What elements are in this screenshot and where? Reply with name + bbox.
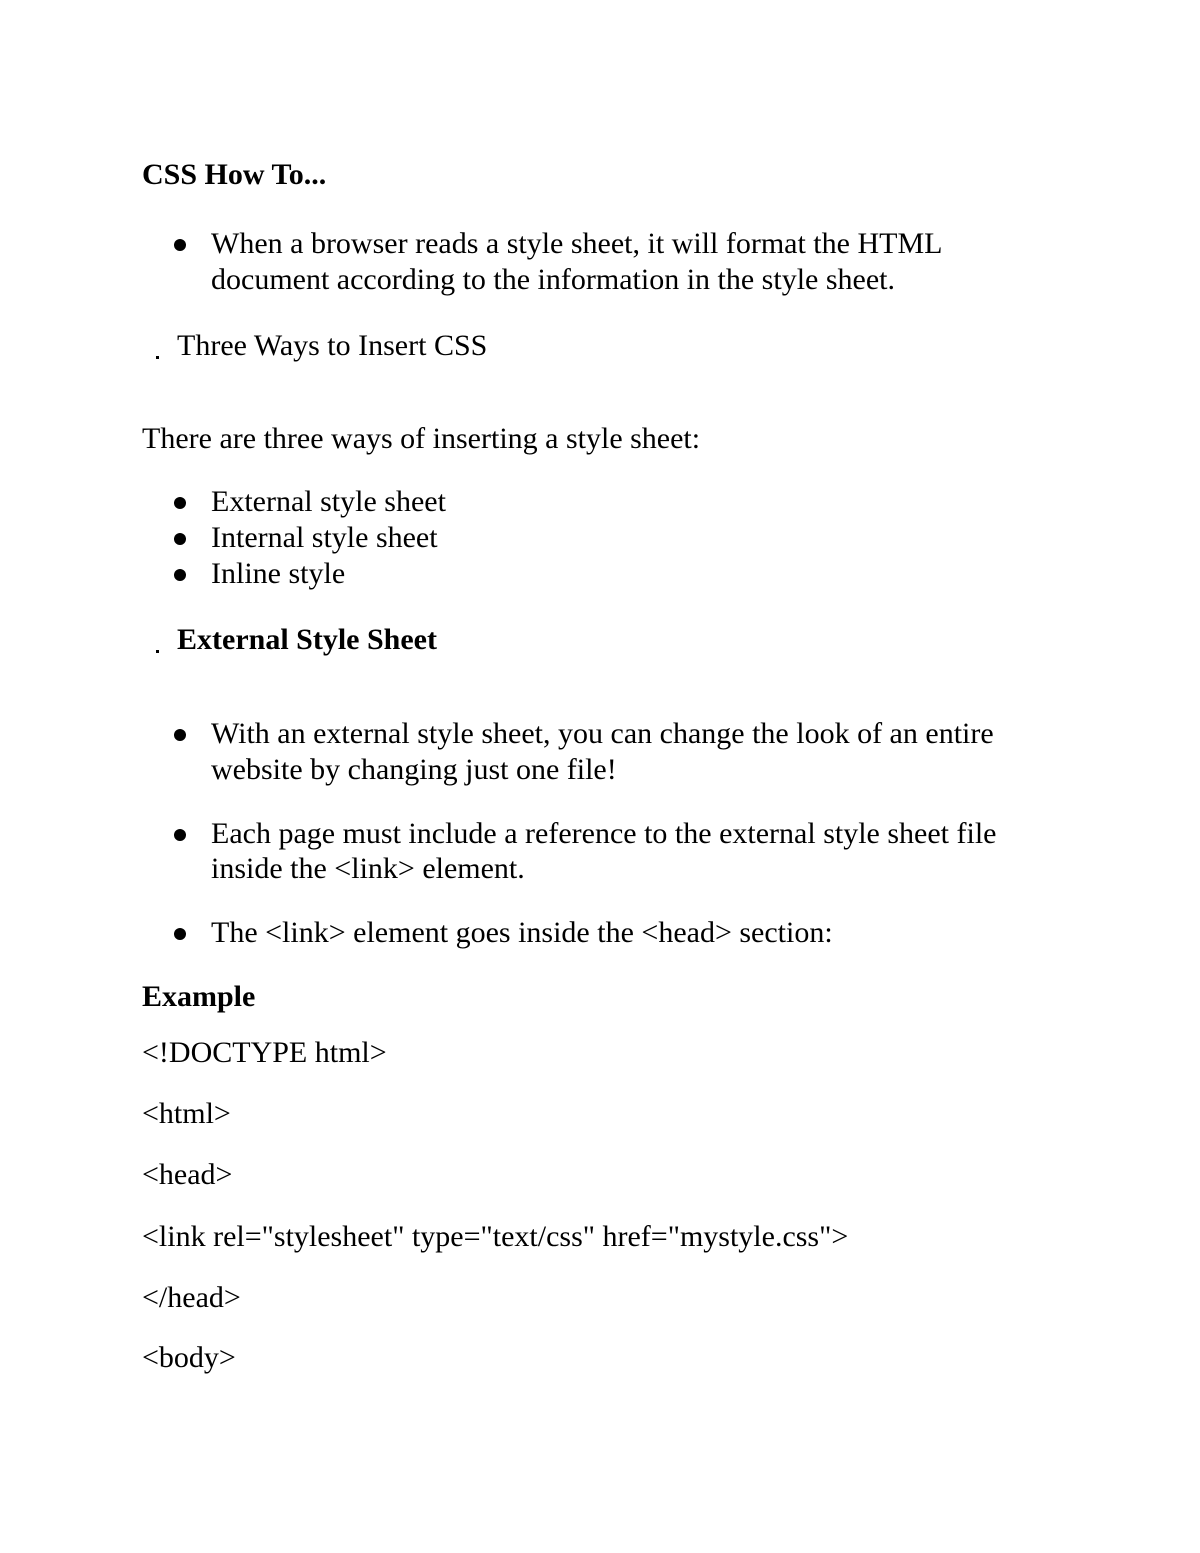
code-line: <html> — [142, 1097, 231, 1130]
section-heading-external: External Style Sheet — [177, 623, 437, 656]
external-bullet-line2: inside the <link> element. — [211, 852, 525, 885]
intro-bullet-line1: When a browser reads a style sheet, it will format the HTML — [211, 227, 943, 260]
heading-marker-icon — [156, 356, 159, 359]
external-bullet-line1: With an external style sheet, you can change the look of an entire — [211, 717, 994, 750]
external-bullet-line2: website by changing just one file! — [211, 753, 617, 786]
bullet-icon — [174, 533, 186, 545]
external-bullet-line1: Each page must include a reference to the external style sheet file — [211, 817, 997, 850]
code-line: <head> — [142, 1158, 233, 1191]
ways-list-item: Inline style — [211, 557, 346, 590]
ways-intro-text: There are three ways of inserting a style sheet: — [142, 422, 701, 455]
code-line: <link rel="stylesheet" type="text/css" href="mystyle.css"> — [142, 1220, 849, 1253]
bullet-icon — [174, 729, 186, 741]
example-heading: Example — [142, 980, 256, 1013]
external-bullet-line1: The <link> element goes inside the <head> section: — [211, 916, 833, 949]
bullet-icon — [174, 497, 186, 509]
document-title: CSS How To... — [142, 158, 327, 191]
code-line: <!DOCTYPE html> — [142, 1036, 387, 1069]
section-heading-three-ways: Three Ways to Insert CSS — [177, 329, 488, 362]
heading-marker-icon — [156, 650, 159, 653]
bullet-icon — [174, 829, 186, 841]
bullet-icon — [174, 239, 186, 251]
bullet-icon — [174, 569, 186, 581]
ways-list-item: External style sheet — [211, 485, 446, 518]
code-line: <body> — [142, 1341, 236, 1374]
bullet-icon — [174, 928, 186, 940]
code-line: </head> — [142, 1281, 241, 1314]
intro-bullet-line2: document according to the information in the style sheet. — [211, 263, 895, 296]
ways-list-item: Internal style sheet — [211, 521, 438, 554]
